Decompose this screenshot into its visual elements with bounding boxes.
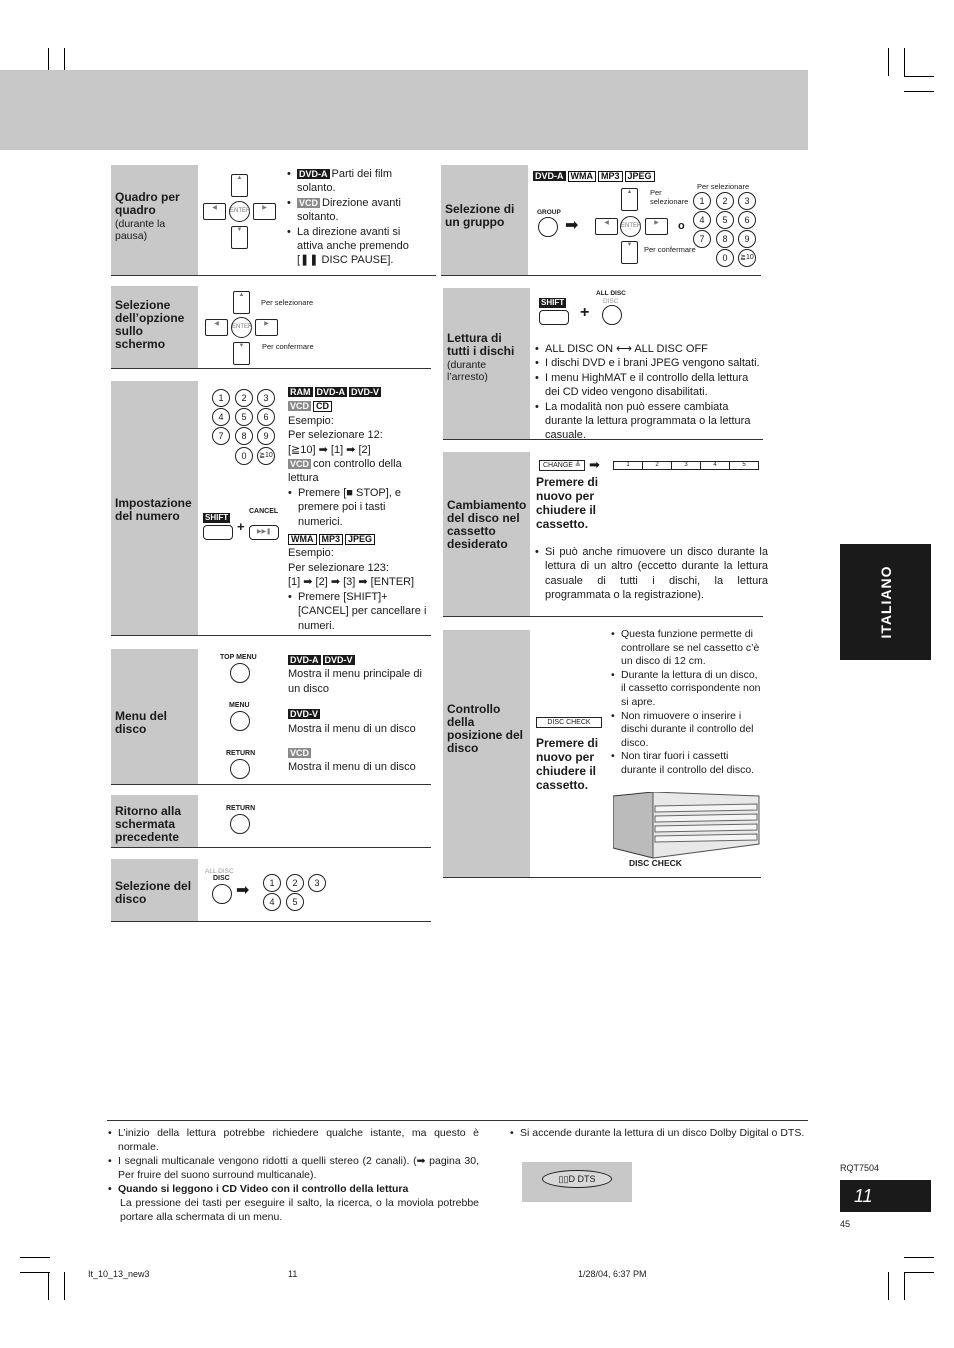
vcd-badge: VCD	[290, 401, 310, 412]
section-return	[111, 795, 431, 848]
example-label: Esempio:	[288, 547, 334, 560]
menu-text: Mostra il menu di un disco	[288, 722, 416, 735]
bullet-text: Direzione avanti soltanto.	[297, 196, 401, 224]
page-number: 11	[840, 1180, 931, 1212]
section-title: Ritorno alla schermata precedente	[115, 804, 182, 844]
select-123-label: Per selezionare 123:	[288, 561, 389, 574]
vcd-pbc-text: con controllo della lettura	[288, 458, 402, 485]
numkey-1[interactable]: 1	[212, 389, 230, 407]
select-caption: Per selezionare	[650, 188, 689, 206]
bullet-text: • Durante la lettura di un disco, il cassetto corrispondente non si apre.	[611, 669, 763, 710]
section-title: Lettura di tutti i dischi	[447, 331, 515, 358]
section-number-entry	[111, 381, 431, 636]
language-tab	[840, 544, 931, 660]
stop-instruction: • Premere [■ STOP], e premere poi i tasti numerici.	[288, 486, 428, 529]
crop-mark	[904, 91, 934, 92]
tray-slot: 4	[701, 461, 730, 470]
cancel-key-icon[interactable]: ▶▶❚	[249, 525, 279, 540]
confirm-caption: Per confermare	[262, 342, 314, 351]
numkey-4[interactable]: 4	[263, 893, 281, 911]
disc-check-button[interactable]: DISC CHECK	[536, 717, 602, 728]
crop-mark	[48, 1272, 49, 1300]
disc-button[interactable]	[212, 884, 232, 904]
dvd-a-badge: DVD-A	[299, 169, 328, 179]
plus-icon: +	[580, 304, 590, 321]
cancel-key-label: CANCEL	[249, 508, 279, 515]
return-label: RETURN	[226, 750, 256, 757]
numkey-10plus[interactable]: ≧10	[257, 447, 275, 465]
confirm-caption: Per confermare	[644, 245, 696, 254]
return-button[interactable]	[230, 814, 250, 834]
arrow-right-icon: ➡	[565, 217, 579, 234]
section-title: Impostazione del numero	[115, 496, 192, 523]
bullet-text: • ALL DISC ON ⟷ ALL DISC OFF	[535, 342, 763, 356]
language-tab-label: ITALIANO	[877, 565, 894, 639]
disc-changer-illustration	[613, 792, 761, 862]
numkey-1[interactable]: 1	[693, 192, 711, 210]
footer-file: It_10_13_new3	[88, 1269, 150, 1279]
numkey-5[interactable]: 5	[716, 211, 734, 229]
crop-mark	[20, 1272, 50, 1273]
crop-mark	[904, 1272, 934, 1273]
wma-badge: WMA	[568, 171, 597, 182]
header-band	[0, 70, 808, 150]
section-subtitle: (durante l’arresto)	[447, 359, 488, 383]
top-menu-label: TOP MENU	[220, 654, 257, 661]
up-key-icon[interactable]: ▲	[233, 291, 250, 314]
crop-mark	[64, 1272, 65, 1300]
numkey-1[interactable]: 1	[263, 874, 281, 892]
section-title: Selezione del disco	[115, 879, 192, 906]
shift-key-label: SHIFT	[541, 298, 565, 307]
numkey-6[interactable]: 6	[257, 408, 275, 426]
note-text: La pressione dei tasti per eseguire il salto, la ricerca, o la moviola potrebbe portare alla schermata di un menu.	[120, 1197, 479, 1223]
down-key-icon[interactable]: ▼	[233, 342, 250, 365]
section-title: Controllo della posizione del disco	[447, 702, 524, 755]
crop-mark	[904, 48, 905, 76]
tray-slot: 3	[672, 461, 701, 470]
numkey-2[interactable]: 2	[235, 389, 253, 407]
shift-key-icon[interactable]	[203, 525, 233, 540]
enter-key-icon[interactable]: ENTER	[229, 201, 250, 222]
section-disc-menu	[111, 649, 431, 785]
bullet-text: • Si può anche rimuovere un disco durante la lettura di un altro (eccetto durante la lettura casuale di tutti i dischi, la lettura programmata o la registrazione).	[535, 545, 768, 603]
disc-label: DISC	[213, 875, 230, 882]
numkey-9[interactable]: 9	[257, 427, 275, 445]
note-item: • I segnali multicanale vengono ridotti a quelli stereo (2 canali). (➡ pagina 30, Per fruire del suono surround multicanale).	[108, 1154, 479, 1182]
crop-mark	[20, 1257, 50, 1258]
numkey-8[interactable]: 8	[235, 427, 253, 445]
tray-slot: 1	[613, 461, 643, 470]
numkey-10plus[interactable]: ≧10	[738, 249, 756, 267]
dvd-v-badge: DVD-V	[324, 655, 353, 665]
group-label: GROUP	[537, 209, 561, 216]
crop-mark	[904, 1272, 905, 1300]
tray-slot: 5	[730, 461, 759, 470]
or-label: o	[678, 220, 685, 232]
right-key-icon[interactable]: ▶	[645, 218, 668, 235]
bullet-text: • Non tirar fuori i cassetti durante il controllo del disco.	[611, 750, 763, 777]
mp3-badge: MP3	[598, 171, 623, 182]
section-onscreen-option	[111, 286, 431, 369]
footer-page: 11	[288, 1269, 298, 1279]
tray-indicator	[613, 461, 759, 470]
section-disc-check	[443, 630, 761, 878]
left-key-icon[interactable]: ◀	[595, 218, 618, 235]
divider	[107, 1120, 808, 1121]
bullet-text: Parti dei film solanto.	[297, 168, 393, 195]
numkey-9[interactable]: 9	[738, 230, 756, 248]
enter-key-icon[interactable]: ENTER	[231, 317, 252, 338]
dvd-v-badge: DVD-V	[351, 387, 380, 397]
jpeg-badge: JPEG	[625, 171, 655, 182]
numkey-3[interactable]: 3	[257, 389, 275, 407]
press-again-text: Premere di nuovo per chiudere il cassetto.	[536, 475, 599, 531]
numkey-4[interactable]: 4	[693, 211, 711, 229]
right-key-icon[interactable]: ▶	[253, 203, 276, 220]
section-frame-by-frame	[111, 165, 436, 276]
bullet-text: • I dischi DVD e i brani JPEG vengono saltati.	[535, 356, 763, 370]
wma-badge: WMA	[288, 534, 317, 545]
indicator-figure	[522, 1162, 632, 1202]
sequence-123: [1] ➡ [2] ➡ [3] ➡ [ENTER]	[288, 576, 415, 589]
numkey-2[interactable]: 2	[716, 192, 734, 210]
enter-key-icon[interactable]: ENTER	[620, 216, 641, 237]
disc-label: DISC	[603, 298, 619, 305]
top-menu-text: Mostra il menu principale di un disco	[288, 668, 422, 695]
down-key-icon[interactable]: ▼	[231, 226, 248, 249]
numkey-5[interactable]: 5	[286, 893, 304, 911]
sequence-12: [≧10] ➡ [1] ➡ [2]	[288, 443, 371, 456]
bullet-text: • I menu HighMAT e il controllo della lettura dei CD video vengono disabilitati.	[535, 371, 763, 400]
mp3-badge: MP3	[319, 534, 344, 545]
bullet-text: • Non rimuovere o inserire i dischi durante il controllo del disco.	[611, 710, 763, 751]
numkey-3[interactable]: 3	[738, 192, 756, 210]
select-caption: Per selezionare	[261, 298, 314, 307]
shift-key-label: SHIFT	[205, 513, 229, 522]
numkey-8[interactable]: 8	[716, 230, 734, 248]
down-key-icon[interactable]: ▼	[621, 241, 638, 264]
menu-label: MENU	[229, 702, 250, 709]
example-label: Esempio:	[288, 414, 334, 427]
section-title: Cambiamento del disco nel cassetto desiderato	[447, 498, 527, 551]
section-title: Selezione di un gruppo	[445, 202, 515, 229]
section-subtitle: (durante la pausa)	[115, 218, 166, 242]
doc-code: RQT7504	[840, 1163, 880, 1173]
note-heading: • Quando si leggono i CD Video con il controllo della lettura	[108, 1182, 479, 1196]
bullet-text: • Questa funzione permette di controllare se nel cassetto c’è un disco di 12 cm.	[611, 628, 763, 669]
crop-mark	[888, 48, 889, 76]
section-group-select	[441, 165, 761, 276]
bullet-text: La direzione avanti si attiva anche premendo [❚❚ DISC PAUSE].	[297, 225, 409, 267]
note-item: • L’inizio della lettura potrebbe richiedere qualche istante, ma questo è normale.	[108, 1126, 479, 1154]
section-title: Selezione dell’opzione sullo schermo	[115, 298, 185, 351]
numkey-0[interactable]: 0	[716, 249, 734, 267]
select-12-label: Per selezionare 12:	[288, 429, 383, 442]
select-caption: Per selezionare	[697, 182, 750, 191]
all-disc-label: ALL DISC	[205, 868, 234, 875]
arrow-right-icon: ➡	[236, 882, 250, 899]
numkey-4[interactable]: 4	[212, 408, 230, 426]
return-button[interactable]	[230, 759, 250, 779]
return-label: RETURN	[226, 805, 256, 812]
plus-icon: +	[237, 519, 245, 534]
section-title: Quadro per quadro	[115, 190, 180, 217]
section-title: Menu del disco	[115, 709, 168, 736]
top-menu-button[interactable]	[230, 663, 250, 683]
numkey-5[interactable]: 5	[235, 408, 253, 426]
numkey-7[interactable]: 7	[212, 427, 230, 445]
tray-slot: 2	[643, 461, 672, 470]
vcd-badge: VCD	[299, 197, 319, 208]
vcd-badge: VCD	[290, 459, 310, 470]
group-button[interactable]	[538, 217, 558, 237]
return-menu-text: Mostra il menu di un disco	[288, 761, 416, 774]
left-key-icon[interactable]: ◀	[203, 203, 226, 220]
dolby-dts-indicator-icon: ▯▯D DTS	[542, 1170, 612, 1188]
up-key-icon[interactable]: ▲	[231, 174, 248, 197]
vcd-badge: VCD	[290, 748, 310, 759]
section-disc-select	[111, 859, 431, 922]
press-again-text: Premere di nuovo per chiudere il cassetto.	[536, 736, 599, 792]
dvd-a-badge: DVD-A	[535, 171, 564, 181]
all-disc-button[interactable]	[602, 305, 622, 325]
section-change-disc	[443, 452, 768, 617]
jpeg-badge: JPEG	[345, 534, 375, 545]
menu-button[interactable]	[230, 711, 250, 731]
crop-mark	[904, 1257, 934, 1258]
cancel-instruction: • Premere [SHIFT]+ [CANCEL] per cancellare i numeri.	[288, 590, 428, 633]
up-key-icon[interactable]: ▲	[621, 188, 638, 211]
bullet-text: • La modalità non può essere cambiata durante la lettura programmata o la lettura casuale.	[535, 400, 763, 443]
dvd-v-badge: DVD-V	[290, 709, 319, 720]
note-item: • Si accende durante la lettura di un disco Dolby Digital o DTS.	[510, 1126, 808, 1141]
cd-badge: CD	[313, 401, 332, 412]
section-all-disc	[443, 288, 763, 440]
dvd-a-badge: DVD-A	[316, 387, 345, 397]
ram-badge: RAM	[290, 387, 311, 397]
figure-caption: DISC CHECK	[629, 858, 682, 868]
all-disc-label: ALL DISC	[596, 290, 626, 297]
arrow-right-icon: ➡	[589, 457, 600, 472]
crop-mark	[888, 1272, 889, 1300]
numkey-2[interactable]: 2	[286, 874, 304, 892]
numkey-7[interactable]: 7	[693, 230, 711, 248]
numkey-0[interactable]: 0	[235, 447, 253, 465]
crop-mark	[904, 76, 934, 77]
shift-key-icon[interactable]	[539, 310, 569, 325]
right-key-icon[interactable]: ▶	[255, 319, 278, 336]
footer-date: 1/28/04, 6:37 PM	[578, 1269, 647, 1279]
numkey-3[interactable]: 3	[308, 874, 326, 892]
change-button[interactable]: CHANGE ≜	[539, 460, 585, 471]
left-key-icon[interactable]: ◀	[205, 319, 228, 336]
dvd-a-badge: DVD-A	[290, 655, 319, 665]
numkey-6[interactable]: 6	[738, 211, 756, 229]
page-sub-number: 45	[840, 1219, 851, 1229]
